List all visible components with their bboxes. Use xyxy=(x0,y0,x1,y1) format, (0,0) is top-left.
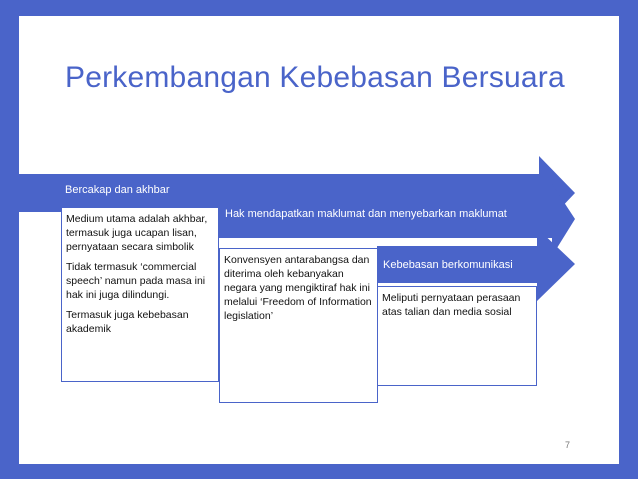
slide xyxy=(19,16,619,464)
stage-detail-text: Meliputi pernyataan perasaan atas talian dan media sosial xyxy=(382,292,521,318)
stage-heading-1: Bercakap dan akhbar xyxy=(65,184,170,196)
stage-heading-2: Hak mendapatkan maklumat dan menyebarkan maklumat xyxy=(225,208,507,220)
stage-detail-text: Termasuk juga kebebasan akademik xyxy=(66,309,189,335)
stage-detail-box-1 xyxy=(61,207,219,382)
slide-title: Perkembangan Kebebasan Bersuara xyxy=(65,61,565,94)
page-number: 7 xyxy=(565,440,571,450)
stage-detail-text: Konvensyen antarabangsa dan diterima oleh kebanyakan negara yang mengiktiraf hak ini melalui ‘Freedom of Information legislation’ xyxy=(224,254,372,322)
stage-detail-box-2 xyxy=(219,248,378,403)
stage-detail-text: Tidak termasuk ‘commercial speech’ namun pada masa ini hak ini juga dilindungi. xyxy=(66,261,206,301)
stage-detail-box-3 xyxy=(377,286,537,386)
stage-detail-text: Medium utama adalah akhbar, termasuk juga ucapan lisan, pernyataan secara simbolik xyxy=(66,213,208,253)
stage-heading-3: Kebebasan berkomunikasi xyxy=(383,259,513,271)
